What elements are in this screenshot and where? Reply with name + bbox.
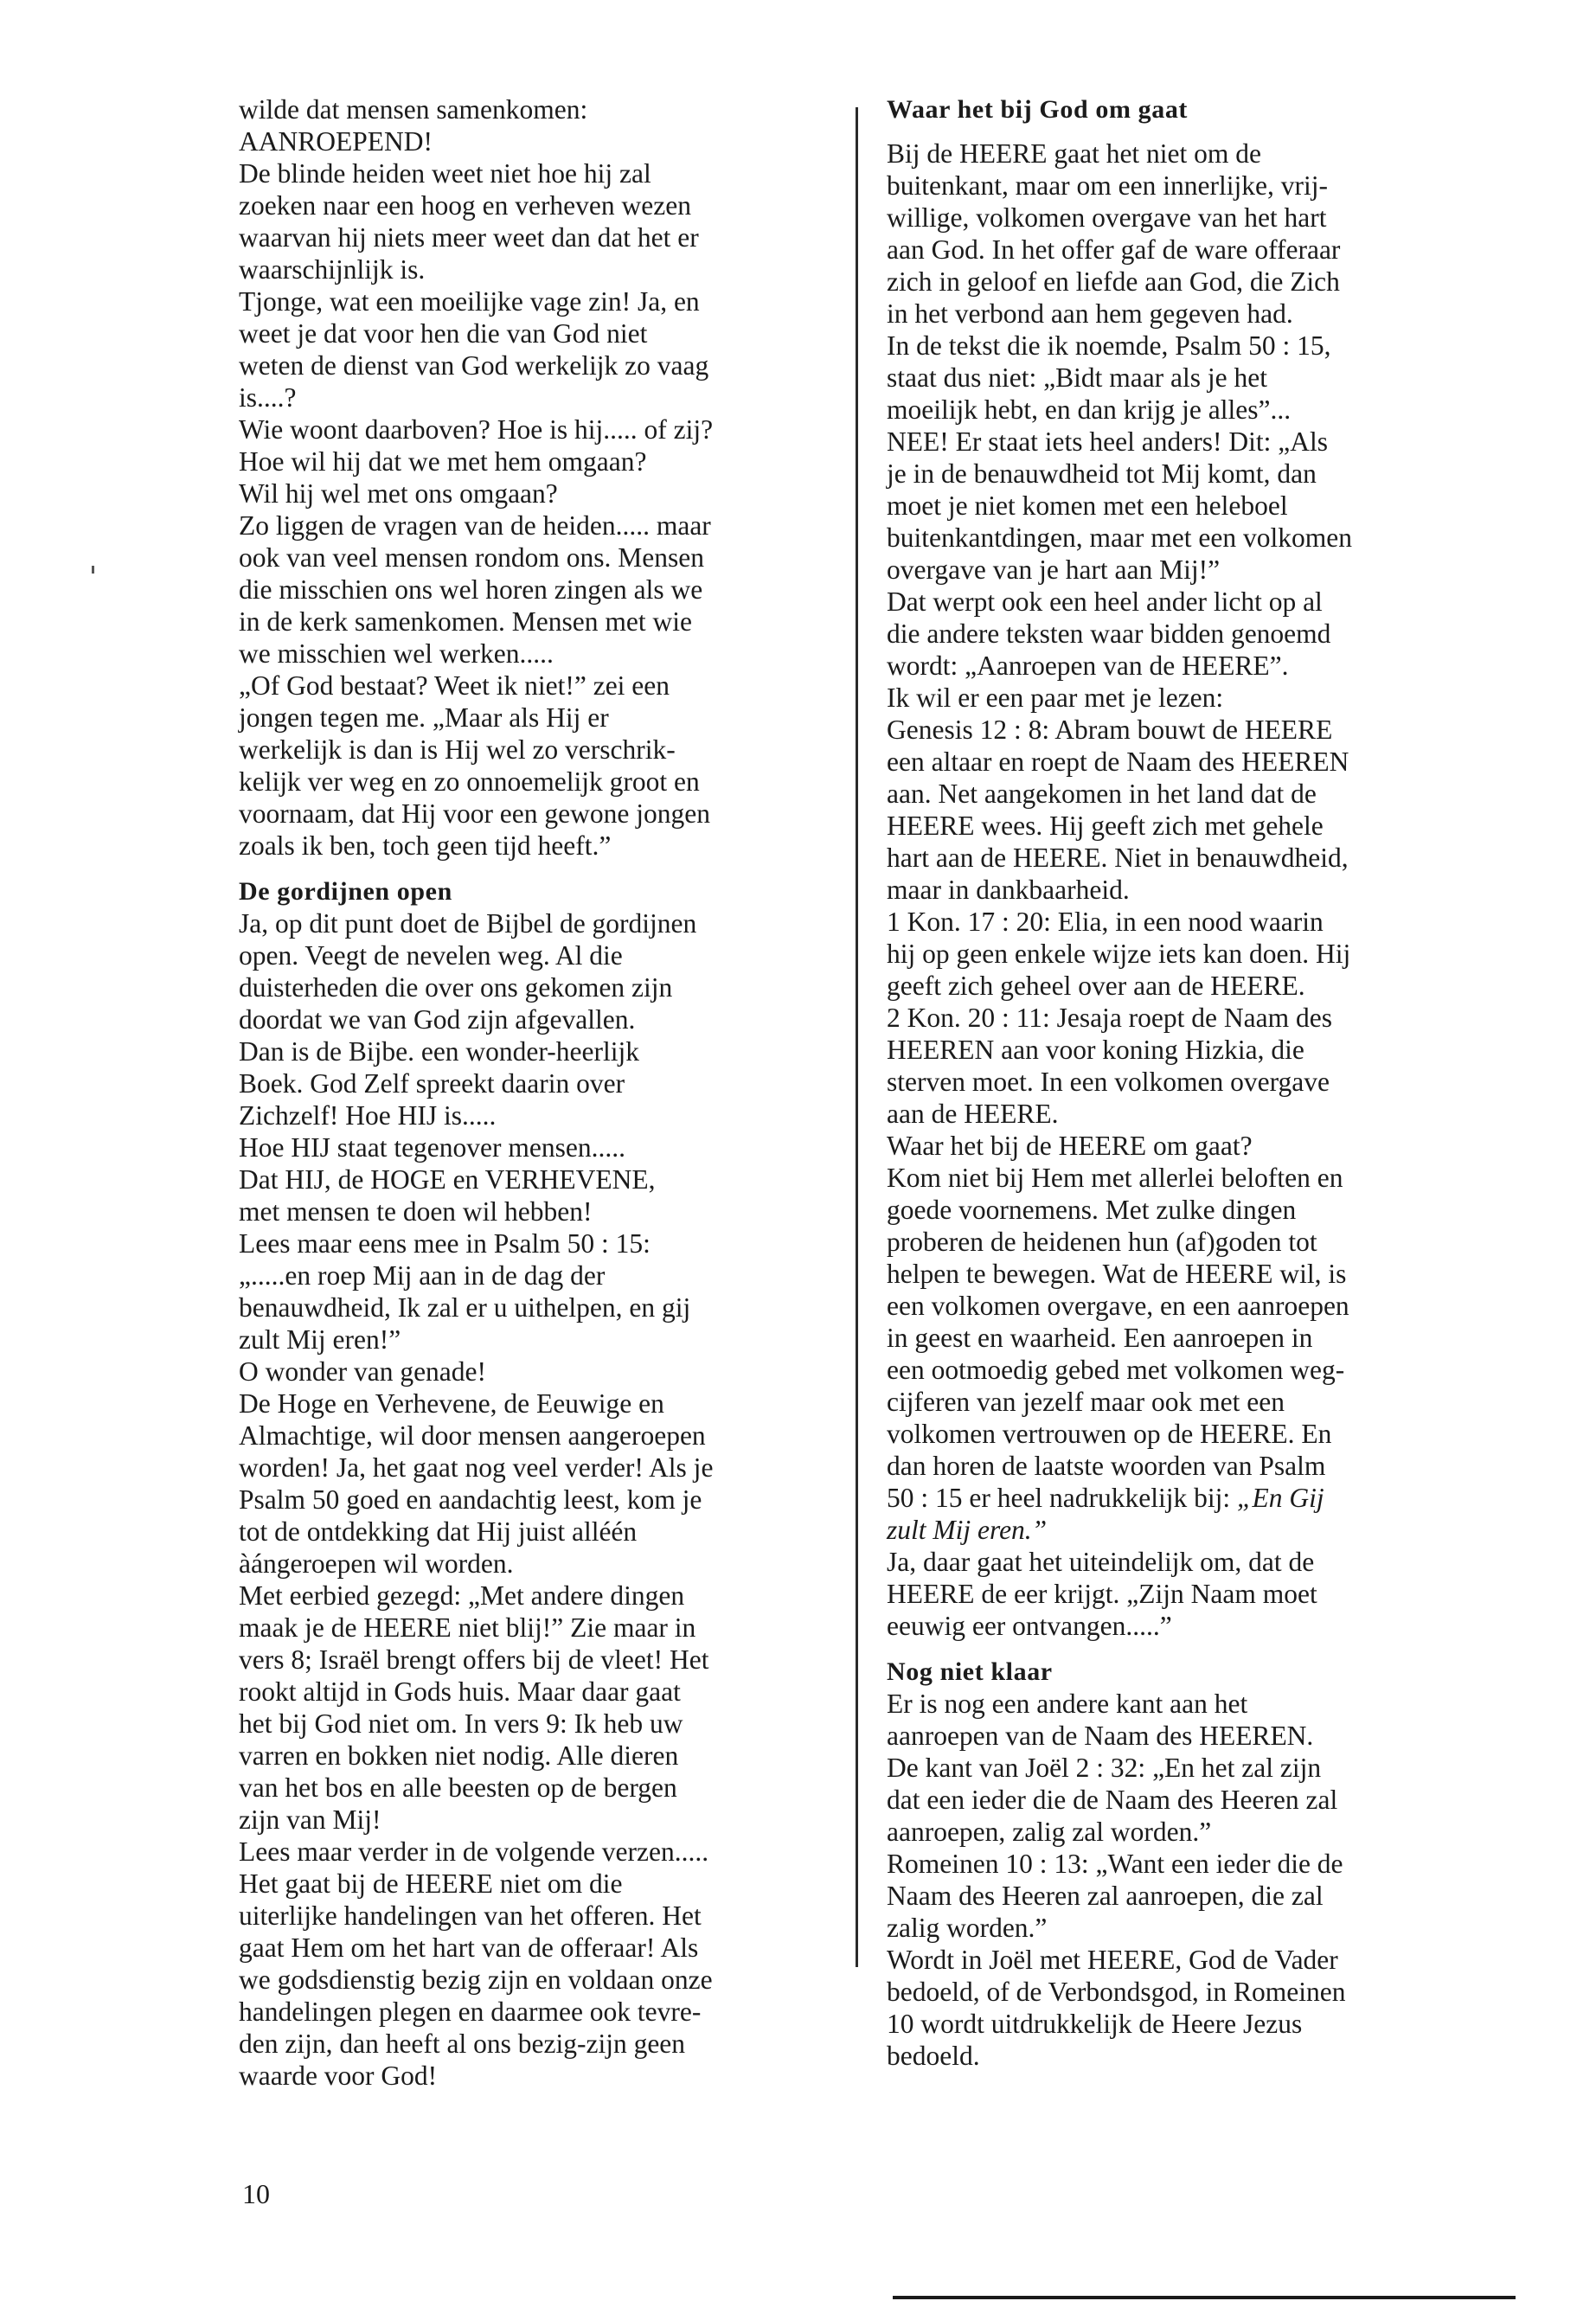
- text-line: Romeinen 10 : 13: „Want een ieder die de: [887, 1849, 1343, 1879]
- right-block-1b: [887, 1546, 1492, 1642]
- text-line: een volkomen overgave, en een aanroepen: [887, 1291, 1349, 1321]
- right-block-1: [887, 138, 1492, 1482]
- text-line: Er is nog een andere kant aan het: [887, 1689, 1248, 1719]
- text-line: Hoe HIJ staat tegenover mensen.....: [239, 1132, 625, 1163]
- text-line: Dat HIJ, de HOGE en VERHEVENE,: [239, 1164, 656, 1195]
- text-line: een ootmoedig gebed met volkomen weg-: [887, 1355, 1345, 1385]
- text-line: De kant van Joël 2 : 32: „En het zal zijn: [887, 1753, 1322, 1783]
- text-line: 2 Kon. 20 : 11: Jesaja roept de Naam des: [887, 1003, 1332, 1033]
- text-line: benauwdheid, Ik zal er u uithelpen, en gij: [239, 1292, 691, 1323]
- text-line: aan de HEERE.: [887, 1099, 1059, 1129]
- text-line: die misschien ons wel horen zingen als we: [239, 574, 703, 605]
- text-line: Lees maar eens mee in Psalm 50 : 15:: [239, 1228, 651, 1259]
- text-line: dan horen de laatste woorden van Psalm: [887, 1451, 1326, 1481]
- text-line: zoeken naar een hoog en verheven wezen: [239, 190, 691, 221]
- text-line: wordt: „Aanroepen van de HEERE”.: [887, 651, 1289, 681]
- text-line: „.....en roep Mij aan in de dag der: [239, 1260, 606, 1291]
- text-line: open. Veegt de nevelen weg. Al die: [239, 940, 623, 971]
- page-number: 10: [242, 2178, 270, 2209]
- text-line: buitenkant, maar om een innerlijke, vrij-: [887, 170, 1328, 201]
- text-line: van het bos en alle beesten op de bergen: [239, 1772, 677, 1803]
- text-line: aan God. In het offer gaf de ware offeraar: [887, 234, 1341, 265]
- italic-quote: zult Mij eren.”: [887, 1515, 1048, 1545]
- text-line: maar in dankbaarheid.: [887, 875, 1130, 905]
- text-line: De blinde heiden weet niet hoe hij zal: [239, 158, 651, 189]
- margin-mark: [92, 566, 94, 574]
- left-column: [239, 93, 844, 2092]
- left-block-1: [239, 93, 844, 862]
- text-line: hart aan de HEERE. Niet in benauwdheid,: [887, 843, 1349, 873]
- text-line: aan. Net aangekomen in het land dat de: [887, 779, 1317, 809]
- text-line: in geest en waarheid. Een aanroepen in: [887, 1323, 1313, 1353]
- text-line: willige, volkomen overgave van het hart: [887, 202, 1327, 233]
- text-line: weet je dat voor hen die van God niet: [239, 318, 648, 349]
- text-line: Wil hij wel met ons omgaan?: [239, 478, 558, 509]
- text-line: zalig worden.”: [887, 1913, 1048, 1943]
- text-line: 10 wordt uitdrukkelijk de Heere Jezus: [887, 2009, 1303, 2039]
- heading-nog-niet-klaar: Nog niet klaar: [887, 1657, 1053, 1686]
- text-line: ook van veel mensen rondom ons. Mensen: [239, 542, 705, 573]
- text-line: waarschijnlijk is.: [239, 254, 426, 285]
- text-line: Wie woont daarboven? Hoe is hij..... of zij?: [239, 414, 714, 445]
- text-line: Lees maar verder in de volgende verzen.....: [239, 1836, 709, 1867]
- text-line: àángeroepen wil worden.: [239, 1548, 514, 1579]
- right-column: [887, 93, 1492, 2072]
- text-line: volkomen vertrouwen op de HEERE. En: [887, 1419, 1332, 1449]
- text-line: proberen de heidenen hun (af)goden tot: [887, 1227, 1317, 1257]
- text-line: Waar het bij de HEERE om gaat?: [887, 1131, 1253, 1161]
- text-line: buitenkantdingen, maar met een volkomen: [887, 522, 1352, 553]
- text-line: Tjonge, wat een moeilijke vage zin! Ja, en: [239, 286, 700, 317]
- text-line: zult Mij eren!”: [239, 1324, 401, 1355]
- text-line: NEE! Er staat iets heel anders! Dit: „Als: [887, 426, 1328, 457]
- text-line: moet je niet komen met een heleboel: [887, 490, 1288, 521]
- text-line: De Hoge en Verhevene, de Eeuwige en: [239, 1388, 664, 1419]
- text-line: waarde voor God!: [239, 2061, 438, 2091]
- text-line: je in de benauwdheid tot Mij komt, dan: [887, 458, 1317, 489]
- text-line: in de kerk samenkomen. Mensen met wie: [239, 606, 692, 637]
- text-line: zijn van Mij!: [239, 1804, 381, 1835]
- text-line: maak je de HEERE niet blij!” Zie maar in: [239, 1612, 696, 1643]
- text-line: die andere teksten waar bidden genoemd: [887, 619, 1331, 649]
- text-line: Almachtige, wil door mensen aangeroepen: [239, 1420, 706, 1451]
- text-line: Wordt in Joël met HEERE, God de Vader: [887, 1945, 1338, 1975]
- text-line: helpen te bewegen. Wat de HEERE wil, is: [887, 1259, 1347, 1289]
- text-line: sterven moet. In een volkomen overgave: [887, 1067, 1330, 1097]
- text-line: Naam des Heeren zal aanroepen, die zal: [887, 1881, 1324, 1911]
- text-line: dat een ieder die de Naam des Heeren zal: [887, 1785, 1338, 1815]
- text-line: HEERE de eer krijgt. „Zijn Naam moet: [887, 1579, 1317, 1609]
- text-line: het bij God niet om. In vers 9: Ik heb uw: [239, 1708, 683, 1739]
- text-line: aanroepen van de Naam des HEEREN.: [887, 1721, 1314, 1751]
- text-line: voornaam, dat Hij voor een gewone jongen: [239, 798, 710, 829]
- text-line: Psalm 50 goed en aandachtig leest, kom je: [239, 1484, 702, 1515]
- text-line: duisterheden die over ons gekomen zijn: [239, 972, 673, 1003]
- text-line: 1 Kon. 17 : 20: Elia, in een nood waarin: [887, 907, 1324, 937]
- text-line: Zo liggen de vragen van de heiden..... maar: [239, 510, 711, 541]
- text-line: hij op geen enkele wijze iets kan doen. Hij: [887, 939, 1351, 969]
- psalm-quote-italic: „En Gij: [1237, 1483, 1324, 1513]
- text-line: gaat Hem om het hart van de offeraar! Als: [239, 1932, 699, 1963]
- text-line: AANROEPEND!: [239, 126, 433, 157]
- text-line: Ja, daar gaat het uiteindelijk om, dat de: [887, 1547, 1315, 1577]
- text-line: Hoe wil hij dat we met hem omgaan?: [239, 446, 647, 477]
- text-line: doordat we van God zijn afgevallen.: [239, 1004, 636, 1035]
- text-line: we misschien wel werken.....: [239, 638, 554, 669]
- text-line: HEERE wees. Hij geeft zich met gehele: [887, 811, 1324, 841]
- text-line: geeft zich geheel over aan de HEERE.: [887, 971, 1305, 1001]
- text-line: overgave van je hart aan Mij!”: [887, 554, 1221, 585]
- heading-waar-het-bij-god-om-gaat: Waar het bij God om gaat: [887, 95, 1189, 124]
- text-line: moeilijk hebt, en dan krijg je alles”...: [887, 394, 1292, 425]
- text-line: is....?: [239, 382, 297, 413]
- text-line: worden! Ja, het gaat nog veel verder! Als je: [239, 1452, 714, 1483]
- text-line: Genesis 12 : 8: Abram bouwt de HEERE: [887, 715, 1333, 745]
- text-line: in het verbond aan hem gegeven had.: [887, 298, 1293, 329]
- text-line: cijferen van jezelf maar ook met een: [887, 1387, 1285, 1417]
- text-line: goede voornemens. Met zulke dingen: [887, 1195, 1297, 1225]
- text-line: weten de dienst van God werkelijk zo vaag: [239, 350, 709, 381]
- column-divider: [856, 107, 858, 1967]
- psalm-quote-line: [887, 1482, 1492, 1514]
- text-line: wilde dat mensen samenkomen:: [239, 94, 588, 125]
- text-line: we godsdienstig bezig zijn en voldaan onze: [239, 1965, 713, 1995]
- text-line: Kom niet bij Hem met allerlei beloften en: [887, 1163, 1343, 1193]
- text-line: zoals ik ben, toch geen tijd heeft.”: [239, 830, 612, 861]
- footer-rule: [893, 2296, 1516, 2299]
- text-line: Ik wil er een paar met je lezen:: [887, 683, 1224, 713]
- text-line: Het gaat bij de HEERE niet om die: [239, 1868, 623, 1899]
- text-line: jongen tegen me. „Maar als Hij er: [239, 702, 609, 733]
- text-line: Dat werpt ook een heel ander licht op al: [887, 586, 1323, 617]
- right-block-2: [887, 1688, 1492, 2072]
- left-block-2: [239, 907, 844, 2092]
- text-line: tot de ontdekking dat Hij juist alléén: [239, 1516, 638, 1547]
- text-line: handelingen plegen en daarmee ook tevre-: [239, 1997, 702, 2027]
- text-line: staat dus niet: „Bidt maar als je het: [887, 362, 1268, 393]
- text-line: varren en bokken niet nodig. Alle dieren: [239, 1740, 679, 1771]
- text-line: den zijn, dan heeft al ons bezig-zijn geen: [239, 2029, 686, 2059]
- text-line: rookt altijd in Gods huis. Maar daar gaat: [239, 1676, 681, 1707]
- text-line: Boek. God Zelf spreekt daarin over: [239, 1068, 625, 1099]
- text-line: met mensen te doen wil hebben!: [239, 1196, 593, 1227]
- text-line: O wonder van genade!: [239, 1356, 487, 1387]
- text-line: bedoeld.: [887, 2041, 980, 2071]
- text-line: eeuwig eer ontvangen.....”: [887, 1611, 1172, 1641]
- text-line: Zichzelf! Hoe HIJ is.....: [239, 1100, 497, 1131]
- italic-quote-line: [887, 1514, 1492, 1546]
- text-line: „Of God bestaat? Weet ik niet!” zei een: [239, 670, 670, 701]
- text-line: HEEREN aan voor koning Hizkia, die: [887, 1035, 1304, 1065]
- text-line: uiterlijke handelingen van het offeren. Het: [239, 1900, 702, 1931]
- text-line: Ja, op dit punt doet de Bijbel de gordijnen: [239, 908, 697, 939]
- text-line: zich in geloof en liefde aan God, die Zich: [887, 266, 1340, 297]
- text-line: Dan is de Bijbe. een wonder-heerlijk: [239, 1036, 639, 1067]
- text-line: Met eerbied gezegd: „Met andere dingen: [239, 1580, 685, 1611]
- text-line: kelijk ver weg en zo onnoemelijk groot en: [239, 766, 700, 797]
- text-line: bedoeld, of de Verbondsgod, in Romeinen: [887, 1977, 1346, 2007]
- heading-de-gordijnen-open: De gordijnen open: [239, 877, 452, 906]
- text-line: vers 8; Israël brengt offers bij de vleet! Het: [239, 1644, 709, 1675]
- text-line: In de tekst die ik noemde, Psalm 50 : 15,: [887, 330, 1331, 361]
- text-line: een altaar en roept de Naam des HEEREN: [887, 747, 1349, 777]
- text-line: werkelijk is dan is Hij wel zo verschrik-: [239, 734, 676, 765]
- text-line: Bij de HEERE gaat het niet om de: [887, 138, 1262, 169]
- psalm-quote-text: 50 : 15 er heel nadrukkelijk bij:: [887, 1483, 1238, 1513]
- text-line: waarvan hij niets meer weet dan dat het er: [239, 222, 699, 253]
- text-line: aanroepen, zalig zal worden.”: [887, 1817, 1212, 1847]
